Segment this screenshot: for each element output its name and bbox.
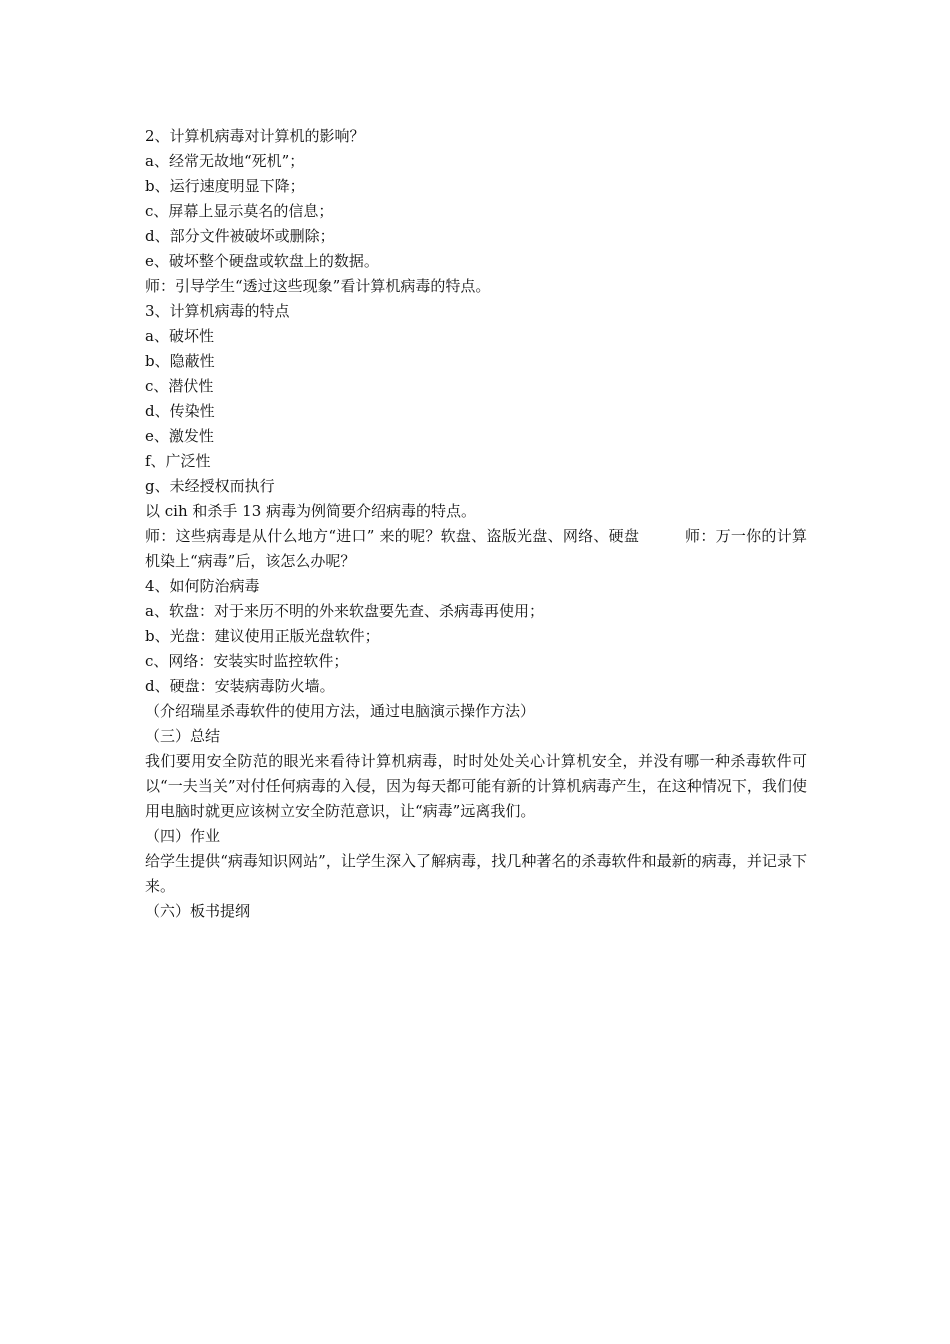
- demo-note: （介绍瑞星杀毒软件的使用方法，通过电脑演示操作方法）: [145, 702, 536, 720]
- list-item: e、激发性: [145, 427, 214, 445]
- heading-virus-effects: 2、计算机病毒对计算机的影响？: [145, 127, 365, 145]
- teacher-note: 师：引导学生“透过这些现象”看计算机病毒的特点。: [145, 277, 491, 295]
- list-item: g、未经授权而执行: [145, 477, 275, 495]
- list-item: d、传染性: [145, 402, 215, 420]
- homework-paragraph: 给学生提供“病毒知识网站”，让学生深入了解病毒，找几种著名的杀毒软件和最新的病毒，并记录下来。: [145, 852, 807, 895]
- list-item: b、光盘：建议使用正版光盘软件；: [145, 627, 380, 645]
- example-note: 以 cih 和杀手 13 病毒为例简要介绍病毒的特点。: [145, 502, 477, 520]
- list-item: d、部分文件被破坏或删除；: [145, 227, 335, 245]
- list-item: b、运行速度明显下降；: [145, 177, 305, 195]
- list-item: d、硬盘：安装病毒防火墙。: [145, 677, 335, 695]
- list-item: e、破坏整个硬盘或软盘上的数据。: [145, 252, 379, 270]
- heading-prevention: 4、如何防治病毒: [145, 577, 260, 595]
- list-item: c、屏幕上显示莫名的信息；: [145, 202, 334, 220]
- document-page: [145, 124, 807, 924]
- list-item: b、隐蔽性: [145, 352, 215, 370]
- heading-virus-traits: 3、计算机病毒的特点: [145, 302, 290, 320]
- heading-summary: （三）总结: [145, 727, 221, 745]
- teacher-question-paragraph: 师：这些病毒是从什么地方“进口” 来的呢？软盘、盗版光盘、网络、硬盘 师：万一你的计算机染上“病毒”后，该怎么办呢？: [145, 527, 807, 570]
- list-item: a、破坏性: [145, 327, 214, 345]
- list-item: a、经常无故地“死机”；: [145, 152, 305, 170]
- summary-paragraph: 我们要用安全防范的眼光来看待计算机病毒，时时处处关心计算机安全，并没有哪一种杀毒软件可以“一夫当关”对付任何病毒的入侵，因为每天都可能有新的计算机病毒产生，在这种情况下，我们使用电脑时就更应该树立安全防范意识，让“病毒”远离我们。: [145, 752, 807, 820]
- heading-outline: （六）板书提纲: [145, 902, 251, 920]
- heading-homework: （四）作业: [145, 827, 221, 845]
- list-item: c、潜伏性: [145, 377, 214, 395]
- list-item: c、网络：安装实时监控软件；: [145, 652, 349, 670]
- list-item: a、软盘：对于来历不明的外来软盘要先查、杀病毒再使用；: [145, 602, 544, 620]
- list-item: f、广泛性: [145, 452, 211, 470]
